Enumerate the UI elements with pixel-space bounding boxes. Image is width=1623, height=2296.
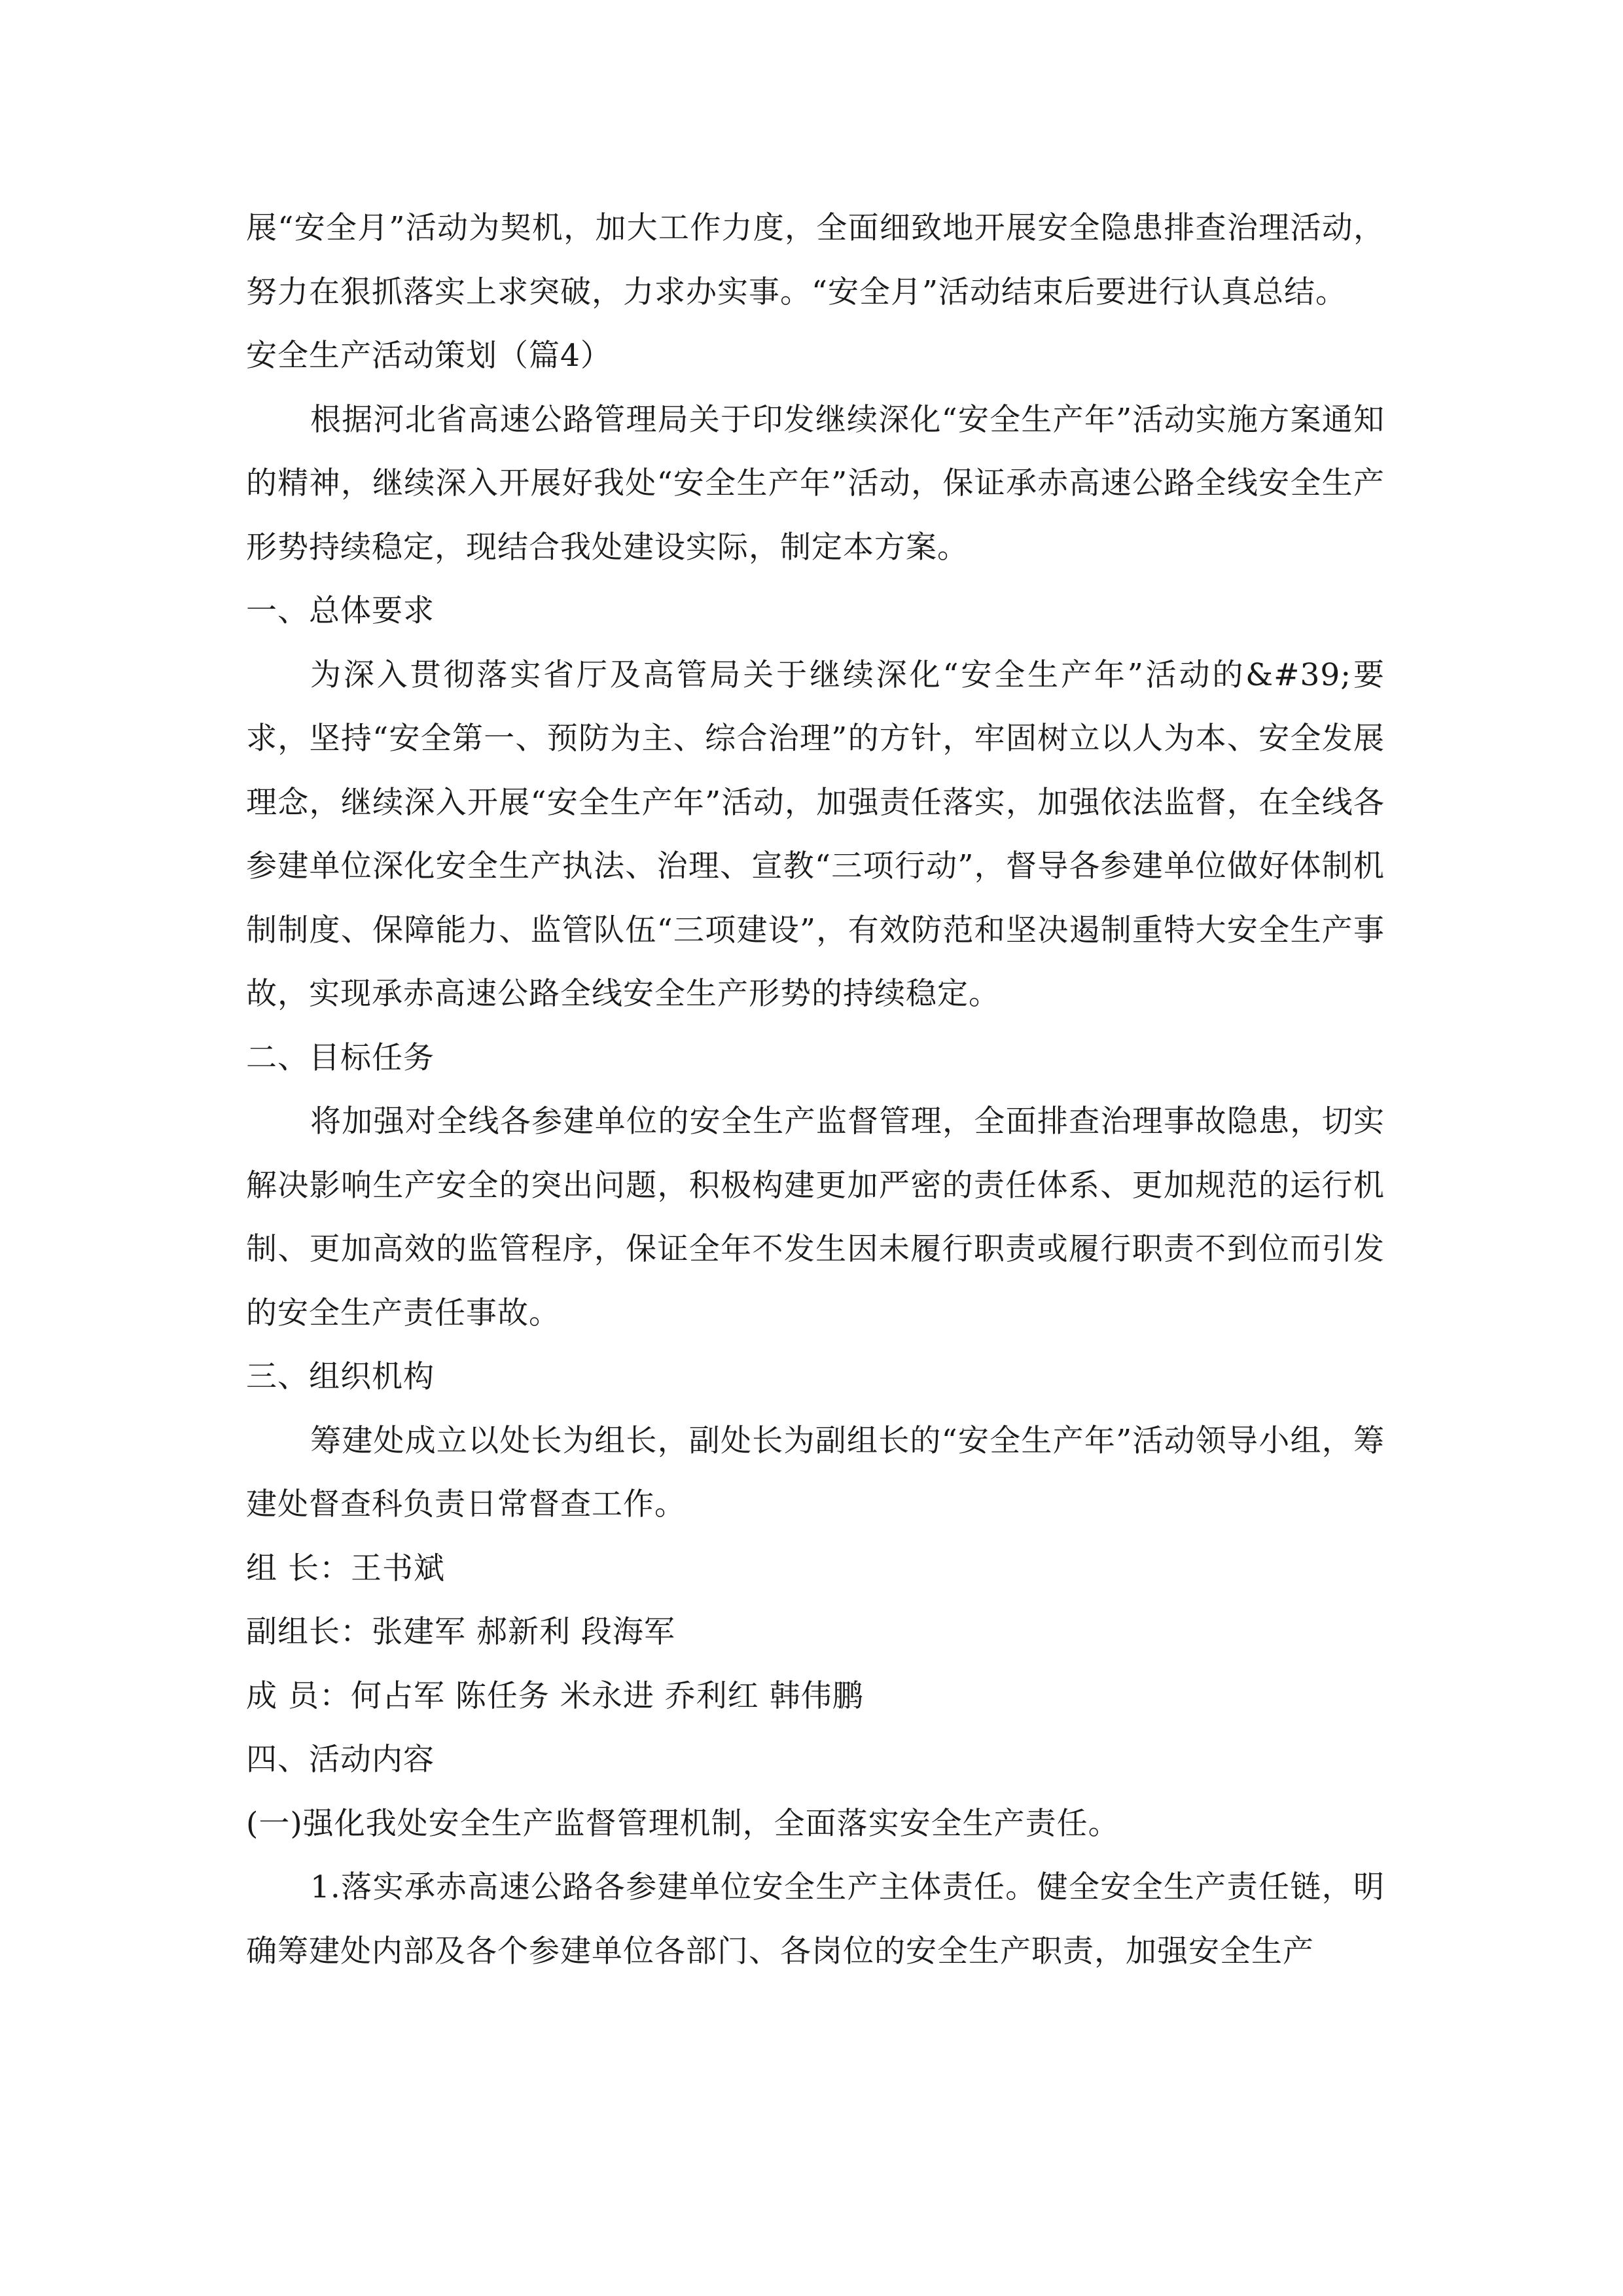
paragraph-responsibility: 1.落实承赤高速公路各参建单位安全生产主体责任。健全安全生产责任链，明确筹建处内部及各个参建单位各部门、各岗位的安全生产职责，加强安全生产	[246, 1869, 1385, 1969]
heading-activities: 四、活动内容	[246, 1742, 435, 1778]
heading-organization: 三、组织机构	[246, 1359, 435, 1395]
heading-general-requirements: 一、总体要求	[246, 593, 435, 629]
section-title: 安全生产活动策划（篇4）	[246, 338, 612, 374]
deputy-leader-line: 副组长：张建军 郝新利 段海军	[246, 1614, 675, 1650]
paragraph-objectives: 将加强对全线各参建单位的安全生产监督管理，全面排查治理事故隐患，切实解决影响生产安全的突出问题，积极构建更加严密的责任体系、更加规范的运行机制、更加高效的监管程序，保证全年不发生因未履行职责或履行职责不到位而引发的安全生产责任事故。	[246, 1103, 1385, 1331]
heading-objectives: 二、目标任务	[246, 1039, 435, 1076]
paragraph-general-requirements: 为深入贯彻落实省厅及高管局关于继续深化“安全生产年”活动的&#39;要求，坚持“安全第一、预防为主、综合治理”的方针，牢固树立以人为本、安全发展理念，继续深入开展“安全生产年”活动，加强责任落实，加强依法监督，在全线各参建单位深化安全生产执法、治理、宣教“三项行动”，督导各参建单位做好体制机制制度、保障能力、监管队伍“三项建设”，有效防范和坚决遏制重特大安全生产事故，实现承赤高速公路全线安全生产形势的持续稳定。	[246, 656, 1385, 1012]
subheading-mechanism: (一)强化我处安全生产监督管理机制，全面落实安全生产责任。	[246, 1805, 1120, 1842]
document-body	[246, 196, 1385, 1983]
paragraph-intro: 根据河北省高速公路管理局关于印发继续深化“安全生产年”活动实施方案通知的精神，继续深入开展好我处“安全生产年”活动，保证承赤高速公路全线安全生产形势持续稳定，现结合我处建设实际，制定本方案。	[246, 401, 1385, 565]
leader-line: 组 长：王书斌	[246, 1550, 445, 1587]
paragraph-continuation: 展“安全月”活动为契机，加大工作力度，全面细致地开展安全隐患排查治理活动，努力在狠抓落实上求突破，力求办实事。“安全月”活动结束后要进行认真总结。	[246, 210, 1385, 310]
paragraph-organization: 筹建处成立以处长为组长，副处长为副组长的“安全生产年”活动领导小组，筹建处督查科负责日常督查工作。	[246, 1422, 1385, 1522]
members-line: 成 员：何占军 陈任务 米永进 乔利红 韩伟鹏	[246, 1677, 864, 1714]
